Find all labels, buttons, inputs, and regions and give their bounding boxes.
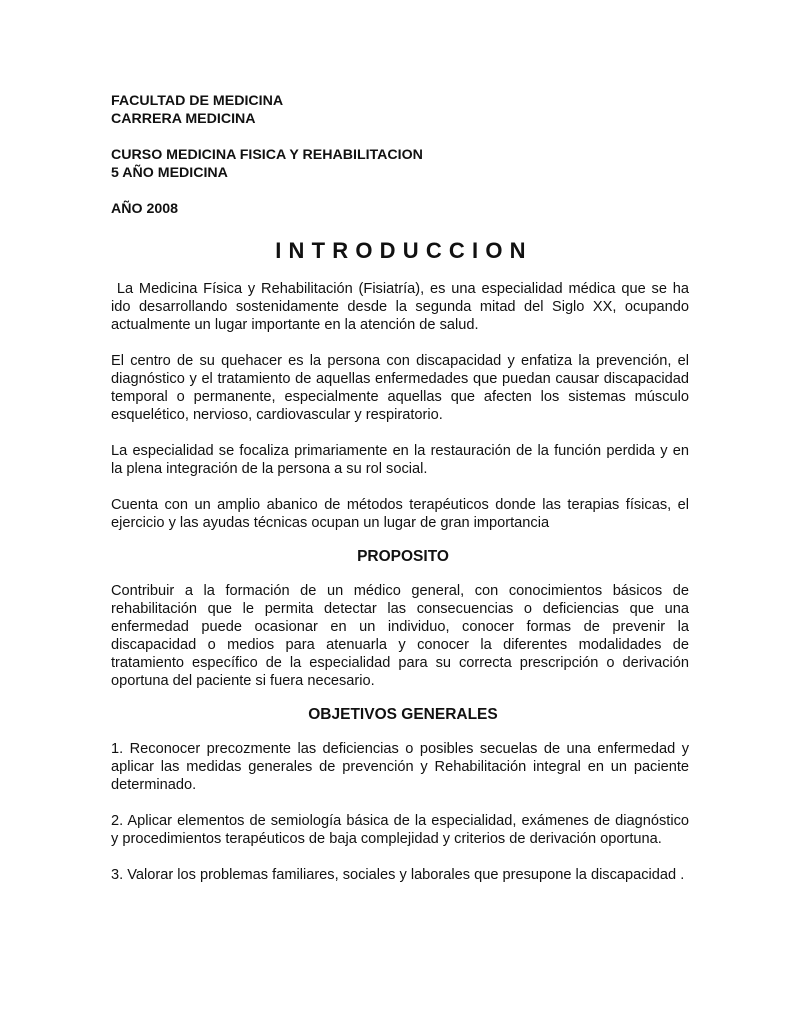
objetivo-item: 1. Reconocer precozmente las deficiencias o posibles secuelas de una enfermedad y aplicar las medidas generales de prevención y Rehabilitación integral en un paciente determinado.	[111, 741, 689, 793]
year-level-heading: 5 AÑO MEDICINA	[111, 165, 228, 181]
paragraph-spacer	[111, 794, 689, 812]
objetivo-item: 2. Aplicar elementos de semiología básica de la especialidad, exámenes de diagnóstico y procedimientos terapéuticos de baja complejidad y criterios de derivación oportuna.	[111, 813, 689, 847]
intro-paragraph: El centro de su quehacer es la persona con discapacidad y enfatiza la prevención, el diagnóstico y el tratamiento de aquellas enfermedades que puedan causar discapacidad temporal o permanente, especialmente aquellas que afecten los sistemas músculo esquelético, nervioso, cardiovascular y respiratorio.	[111, 353, 689, 423]
intro-paragraph: La Medicina Física y Rehabilitación (Fisiatría), es una especialidad médica que se ha ido desarrollando sostenidamente desde la segunda mitad del Siglo XX, ocupando actualmente un lugar importante en la atención de salud.	[111, 281, 694, 333]
document-page	[111, 92, 694, 884]
intro-paragraph: La especialidad se focaliza primariamente en la restauración de la función perdida y en la plena integración de la persona a su rol social.	[111, 443, 689, 477]
proposito-title: PROPOSITO	[357, 548, 449, 565]
course-heading: CURSO MEDICINA FISICA Y REHABILITACION	[111, 147, 423, 163]
year-heading: AÑO 2008	[111, 201, 179, 217]
faculty-heading: FACULTAD DE MEDICINA	[111, 93, 284, 109]
intro-paragraph: Cuenta con un amplio abanico de métodos terapéuticos donde las terapias físicas, el ejercicio y las ayudas técnicas ocupan un lugar de gran importancia	[111, 497, 689, 531]
career-heading: CARRERA MEDICINA	[111, 111, 256, 127]
paragraph-spacer	[111, 424, 689, 442]
proposito-paragraph: Contribuir a la formación de un médico general, con conocimientos básicos de rehabilitación que le permita detectar las consecuencias o deficiencias que una enfermedad puede ocasionar en un individuo, conocer formas de prevenir la discapacidad o medios para atenuarla y conocer la diferentes modalidades de tratamiento específico de la especialidad para su correcta prescripción o derivación oportuna del paciente si fuera necesario.	[111, 583, 689, 689]
objetivo-item: 3. Valorar los problemas familiares, sociales y laborales que presupone la discapacidad .	[111, 867, 685, 883]
paragraph-spacer	[111, 334, 689, 352]
paragraph-spacer	[111, 848, 689, 866]
paragraph-spacer	[111, 478, 689, 496]
objetivos-title: OBJETIVOS GENERALES	[308, 706, 498, 723]
introduccion-title: INTRODUCCION	[275, 238, 533, 263]
